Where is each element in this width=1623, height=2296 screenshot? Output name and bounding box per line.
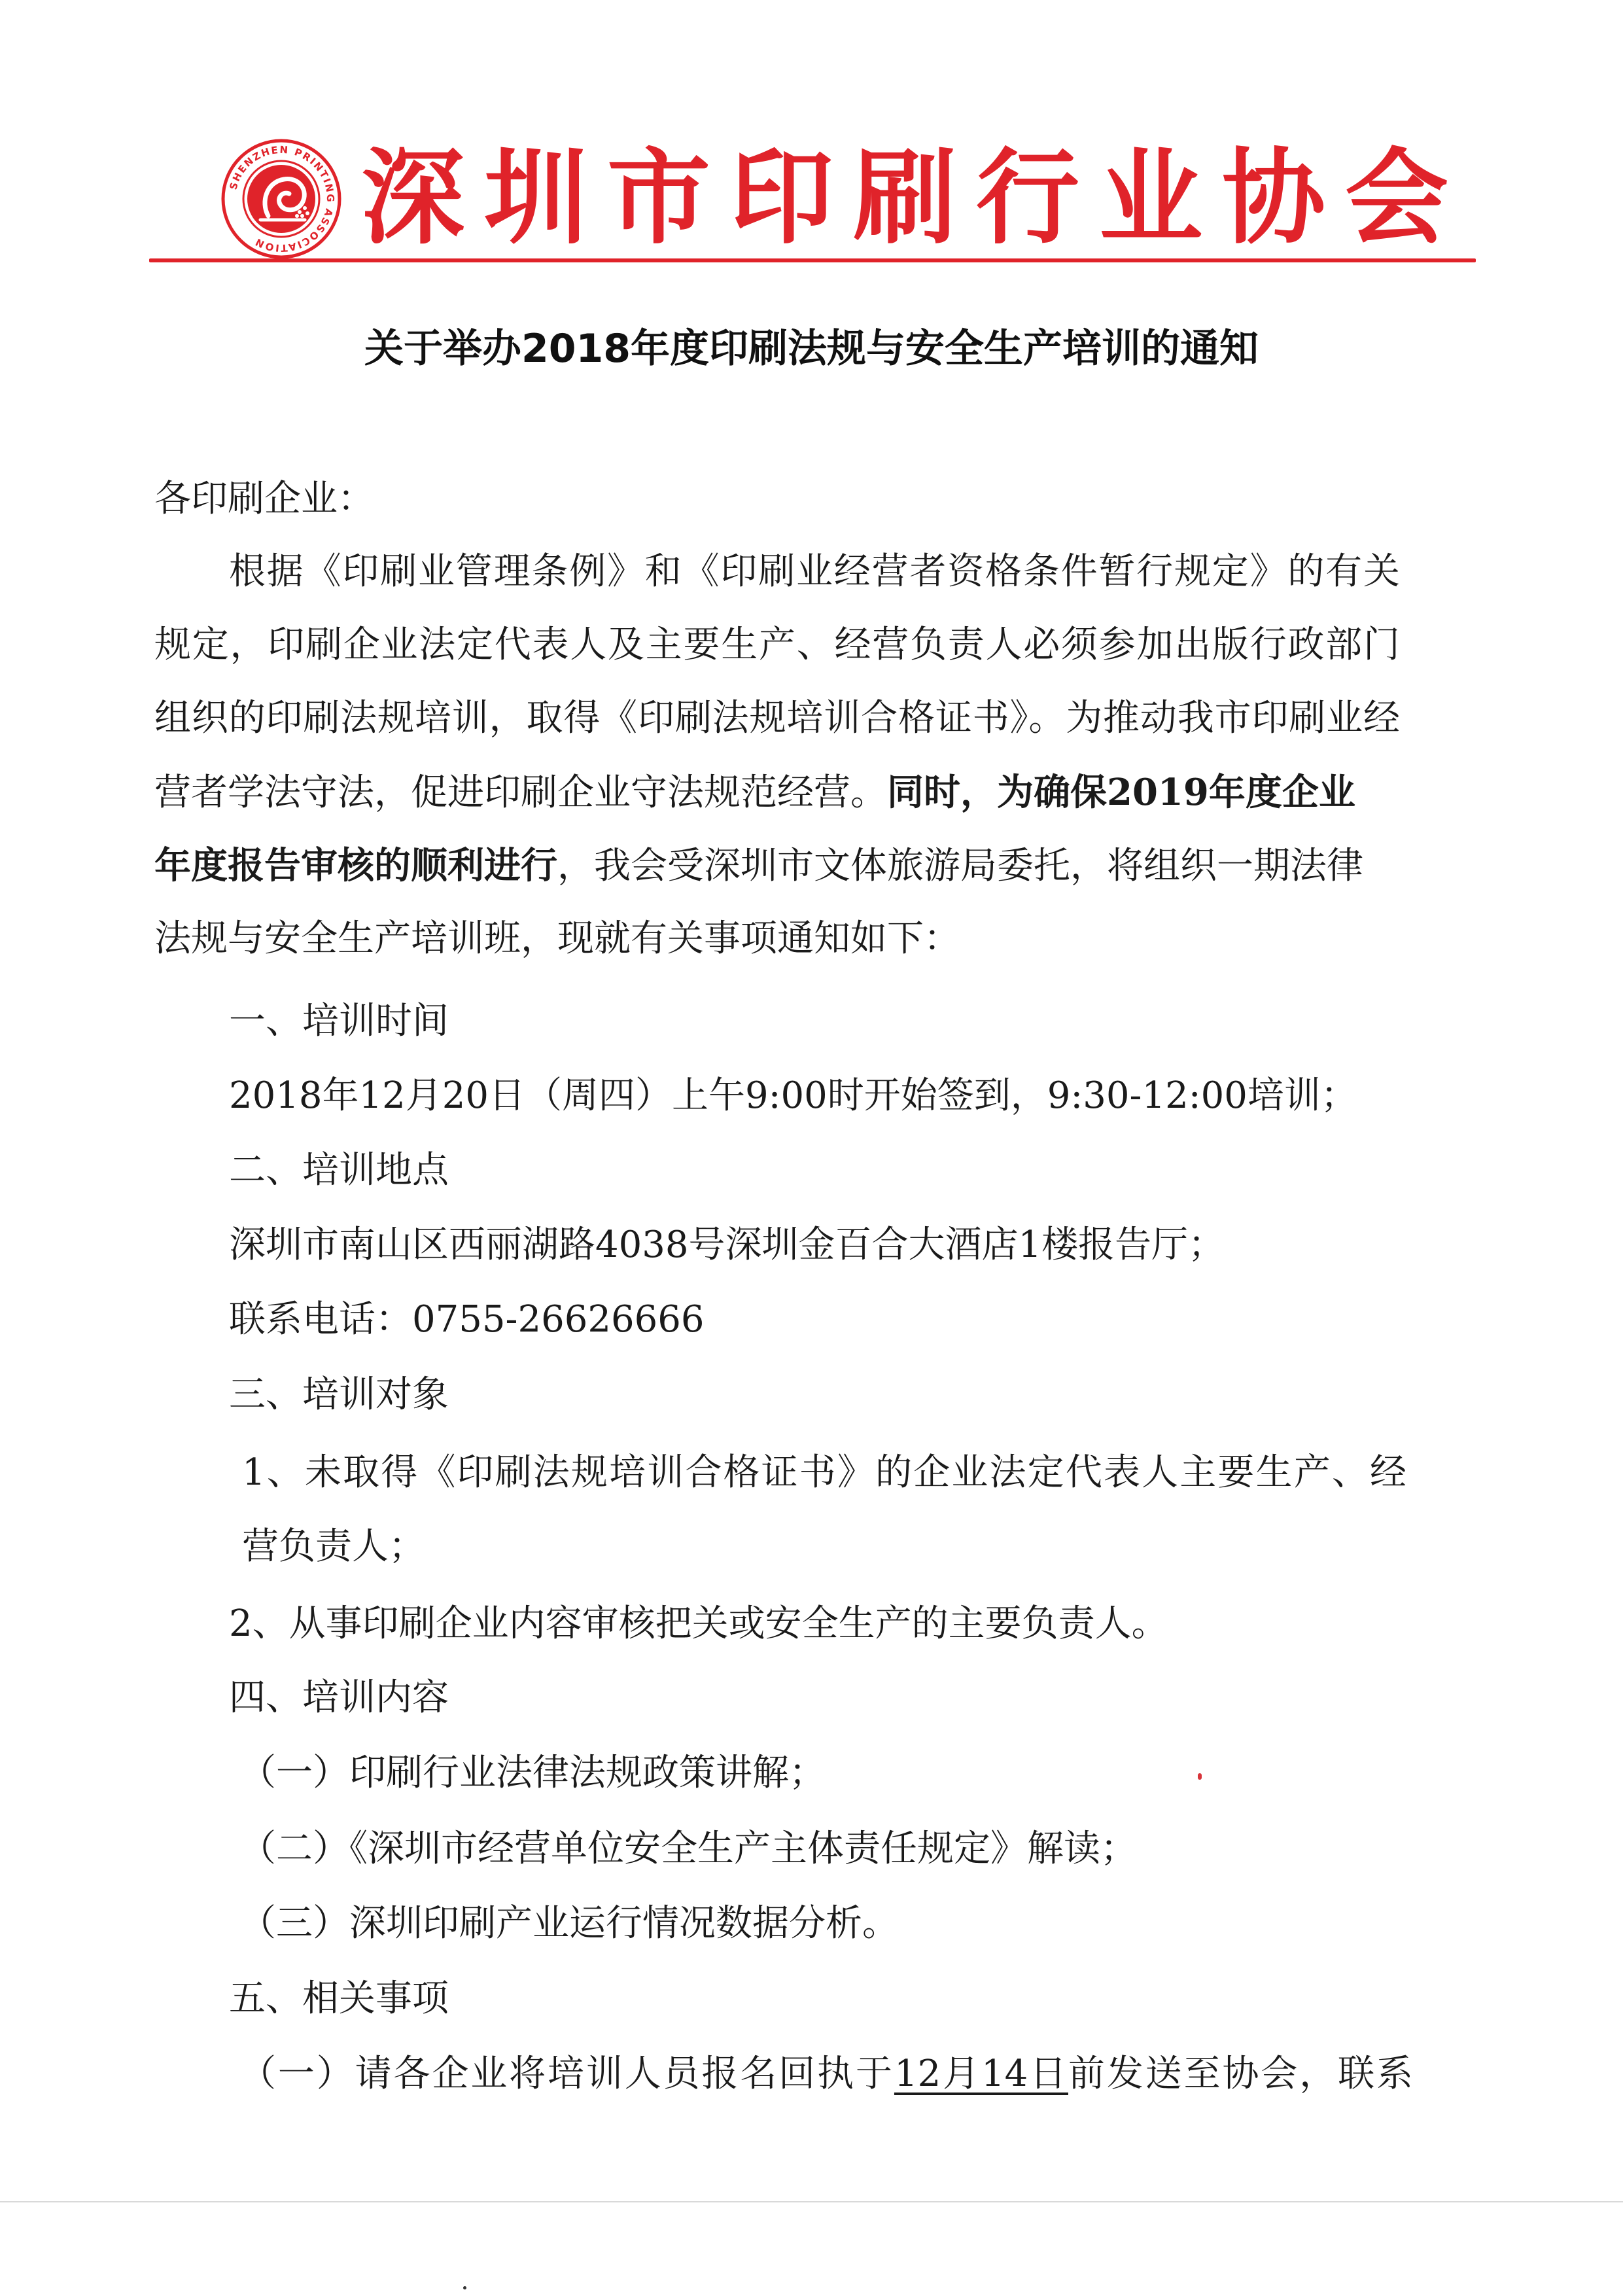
target-item-2: 2、从事印刷企业内容审核把关或安全生产的主要负责人。	[229, 1602, 1168, 1645]
intro-line-1: 根据《印刷业管理条例》和《印刷业经营者资格条件暂行规定》的有关	[229, 550, 1400, 593]
document-title: 关于举办2018年度印刷法规与安全生产培训的通知	[364, 326, 1259, 372]
section-time-heading: 一、培训时间	[229, 1000, 449, 1042]
section-content-heading: 四、培训内容	[229, 1676, 449, 1719]
section-matters-heading: 五、相关事项	[229, 1977, 449, 2020]
organization-name: 深圳市印刷行业协会	[361, 138, 1468, 258]
matters-item-1-tail: 前发送至协会，联系	[1068, 2053, 1414, 2095]
intro-line-6: 法规与安全生产培训班，现就有关事项通知如下：	[154, 917, 960, 960]
intro-line-5-plain: ，我会受深圳市文体旅游局委托，将组织一期法律	[557, 845, 1363, 887]
letterhead-divider	[149, 258, 1476, 262]
intro-line-4-emphasis: 同时，为确保2019年度企业	[887, 771, 1355, 814]
intro-line-5-emphasis: 年度报告审核的顺利进行	[154, 844, 557, 887]
intro-line-4-plain: 营者学法守法，促进印刷企业守法规范经营。	[154, 771, 887, 814]
section-place-text: 深圳市南山区西丽湖路4038号深圳金百合大酒店1楼报告厅；	[229, 1224, 1225, 1266]
ink-mark	[1198, 1773, 1202, 1780]
intro-line-2: 规定，印刷企业法定代表人及主要生产、经营负责人必须参加出版行政部门	[154, 624, 1400, 666]
intro-line-3: 组织的印刷法规培训，取得《印刷法规培训合格证书》。为推动我市印刷业经	[154, 697, 1400, 739]
matters-item-1-lead: （一）请各企业将培训人员报名回执于	[239, 2053, 894, 2095]
target-item-1: 1、未取得《印刷法规培训合格证书》的企业法定代表人主要生产、经	[242, 1451, 1406, 1494]
scan-border-line	[0, 2201, 1623, 2202]
content-item-1: （一）印刷行业法律法规政策讲解；	[239, 1752, 826, 1794]
salutation: 各印刷企业：	[154, 478, 374, 520]
intro-line-5	[154, 836, 1400, 895]
section-place-heading: 二、培训地点	[229, 1149, 449, 1192]
scan-speck	[463, 2286, 466, 2289]
target-item-1-continued: 营负责人；	[242, 1525, 425, 1568]
content-item-2: （二）《深圳市经营单位安全生产主体责任规定》解读；	[239, 1828, 1137, 1870]
section-time-text: 2018年12月20日（周四）上午9:00时开始签到，9:30-12:00培训；	[229, 1074, 1357, 1117]
contact-phone: 联系电话：0755-26626666	[229, 1298, 705, 1341]
matters-item-1	[239, 2045, 1413, 2104]
section-target-heading: 三、培训对象	[229, 1373, 449, 1416]
svg-text:SHENZHEN PRINTING ASSOCIATION: SHENZHEN PRINTING ASSOCIATION	[227, 143, 337, 255]
intro-line-4	[154, 763, 1400, 822]
content-item-3: （三）深圳印刷产业运行情况数据分析。	[239, 1902, 899, 1945]
association-logo	[221, 139, 341, 259]
registration-deadline: 12月14日	[894, 2053, 1068, 2095]
